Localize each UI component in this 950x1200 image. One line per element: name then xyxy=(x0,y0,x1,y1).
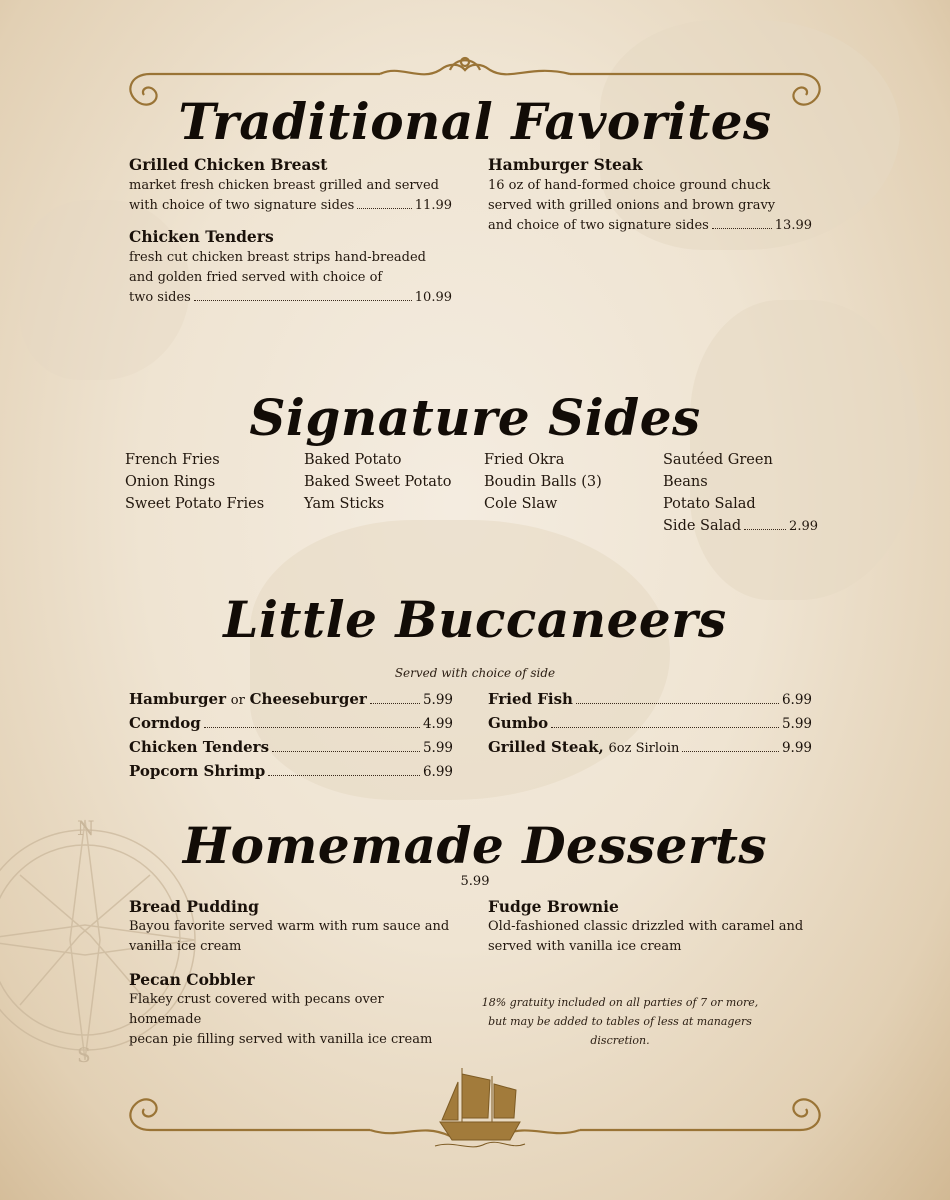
kids-item-price: 4.99 xyxy=(422,716,453,732)
grilled-chicken-desc xyxy=(129,176,452,216)
traditional-favorites-title: Traditional Favorites xyxy=(178,92,772,151)
desc-line: served with grilled onions and brown gravy xyxy=(488,198,776,213)
desc-line: served with vanilla ice cream xyxy=(488,939,682,954)
grilled-chicken-title: Grilled Chicken Breast xyxy=(129,155,328,174)
desc-line: market fresh chicken breast grilled and served xyxy=(129,178,439,193)
sides-column-1 xyxy=(125,449,264,515)
kids-item-name: Cheeseburger xyxy=(249,690,367,708)
kids-item-name: Grilled Steak, xyxy=(488,738,604,756)
side-item: Cole Slaw xyxy=(484,496,558,512)
kids-item-name: Fried Fish xyxy=(488,690,573,708)
desc-line: pecan pie filling served with vanilla ice cream xyxy=(129,1032,433,1047)
kids-item-price: 6.99 xyxy=(422,764,453,780)
chicken-tenders-price: 10.99 xyxy=(414,290,452,305)
desc-line: 16 oz of hand-formed choice ground chuck xyxy=(488,178,771,193)
desc-line: and golden fried served with choice of xyxy=(129,270,383,285)
signature-sides-title: Signature Sides xyxy=(249,388,701,447)
kids-item-popcorn-shrimp xyxy=(129,762,453,780)
kids-item-grilled-steak xyxy=(488,738,812,756)
desc-line: with choice of two signature sides xyxy=(129,198,355,213)
kids-item-note: 6oz Sirloin xyxy=(608,741,680,756)
sides-price: 2.99 xyxy=(789,519,818,534)
kids-item-gumbo xyxy=(488,714,812,732)
ship-icon xyxy=(430,1062,530,1152)
pecan-cobbler-desc xyxy=(129,990,459,1050)
chicken-tenders-title: Chicken Tenders xyxy=(129,227,274,246)
little-buccaneers-title: Little Buccaneers xyxy=(223,590,727,649)
desc-line: two sides xyxy=(129,290,191,305)
side-item: French Fries xyxy=(125,452,220,468)
kids-item-chicken-tenders xyxy=(129,738,453,756)
kids-item-name: Chicken Tenders xyxy=(129,738,270,756)
side-item: Side Salad xyxy=(663,518,742,534)
grilled-chicken-price: 11.99 xyxy=(414,198,452,213)
side-salad-line xyxy=(663,515,818,538)
kids-item-connector: or xyxy=(230,693,245,708)
kids-item-name: Gumbo xyxy=(488,714,549,732)
kids-item-price: 5.99 xyxy=(422,692,453,708)
gratuity-line: but may be added to tables of less at managers discretion. xyxy=(488,1015,752,1047)
price-line xyxy=(488,216,812,236)
side-item: Onion Rings xyxy=(125,474,216,490)
side-item: Boudin Balls (3) xyxy=(484,474,602,490)
compass-n: N xyxy=(77,816,95,840)
desc-line: Old-fashioned classic drizzled with caramel and xyxy=(488,919,804,934)
kids-item-price: 5.99 xyxy=(781,716,812,732)
kids-item-name: Corndog xyxy=(129,714,201,732)
kids-item-name: Hamburger xyxy=(129,690,226,708)
pecan-cobbler-title: Pecan Cobbler xyxy=(129,970,255,989)
sides-column-4 xyxy=(663,449,818,538)
side-item: Fried Okra xyxy=(484,452,565,468)
desserts-price: 5.99 xyxy=(460,874,490,889)
desc-line: and choice of two signature sides xyxy=(488,218,709,233)
price-line xyxy=(129,196,452,216)
compass-s: S xyxy=(77,1043,91,1067)
homemade-desserts-title: Homemade Desserts xyxy=(182,816,768,875)
gratuity-note xyxy=(470,993,770,1050)
kids-item-corndog xyxy=(129,714,453,732)
side-item: Sautéed Green Beans xyxy=(663,452,773,490)
kids-item-price: 6.99 xyxy=(781,692,812,708)
desc-line: fresh cut chicken breast strips hand-breaded xyxy=(129,250,427,265)
hamburger-steak-title: Hamburger Steak xyxy=(488,155,643,174)
fudge-brownie-desc xyxy=(488,917,818,957)
side-item: Potato Salad xyxy=(663,496,756,512)
side-item: Sweet Potato Fries xyxy=(125,496,265,512)
desc-line: vanilla ice cream xyxy=(129,939,242,954)
kids-item-price: 9.99 xyxy=(781,740,812,756)
sides-column-2 xyxy=(304,449,451,515)
kids-item-price: 5.99 xyxy=(422,740,453,756)
side-item: Baked Sweet Potato xyxy=(304,474,452,490)
fudge-brownie-title: Fudge Brownie xyxy=(488,897,619,916)
kids-subtitle: Served with choice of side xyxy=(394,666,556,680)
hamburger-steak-desc xyxy=(488,176,812,236)
chicken-tenders-desc xyxy=(129,248,452,308)
bread-pudding-title: Bread Pudding xyxy=(129,897,260,916)
desc-line: Bayou favorite served warm with rum sauce and xyxy=(129,919,450,934)
side-item: Yam Sticks xyxy=(304,496,385,512)
side-item: Baked Potato xyxy=(304,452,402,468)
desc-line: Flakey crust covered with pecans over homemade xyxy=(129,992,384,1027)
price-line xyxy=(129,288,452,308)
bread-pudding-desc xyxy=(129,917,459,957)
kids-item-name: Popcorn Shrimp xyxy=(129,762,266,780)
gratuity-line: 18% gratuity included on all parties of 7 or more, xyxy=(481,996,759,1009)
kids-item-burger xyxy=(129,690,453,708)
hamburger-steak-price: 13.99 xyxy=(774,218,812,233)
kids-item-fried-fish xyxy=(488,690,812,708)
sides-column-3 xyxy=(484,449,602,515)
